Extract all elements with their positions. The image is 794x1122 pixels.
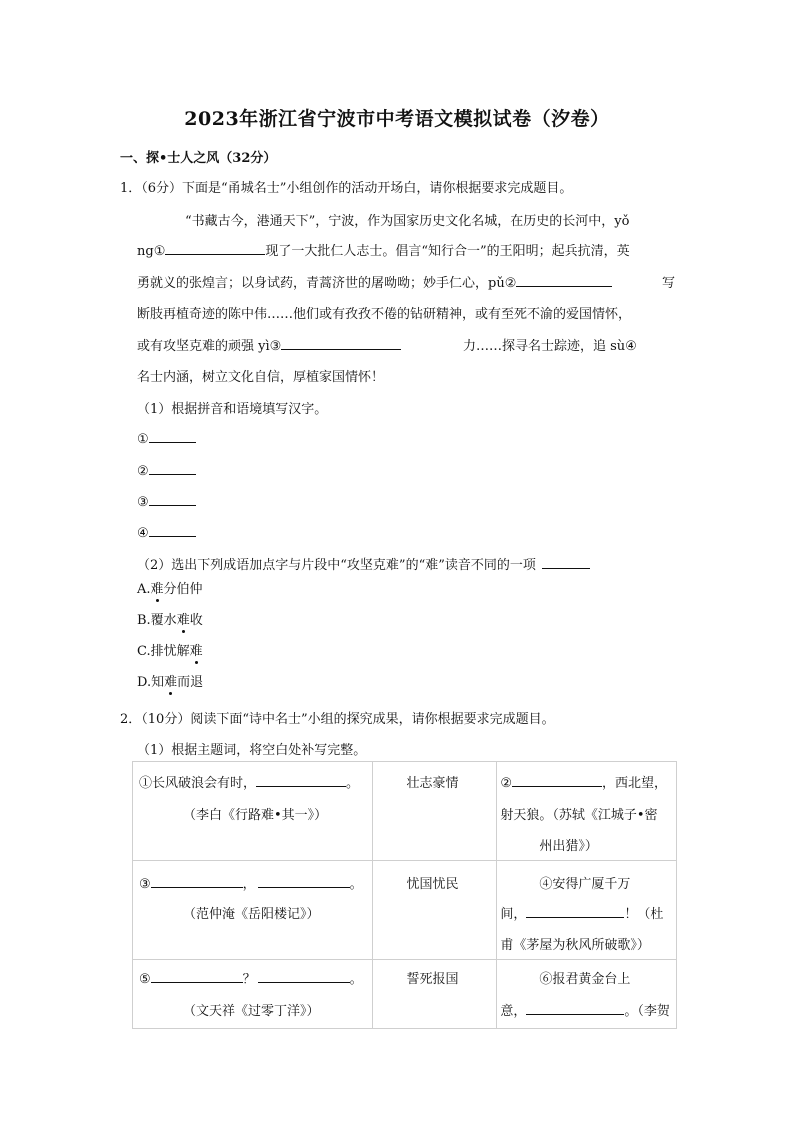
q2-intro: 2．（10分）阅读下面“诗中名士”小组的探究成果，请你根据要求完成题目。	[120, 712, 555, 727]
dotted-char: 难	[177, 609, 190, 628]
poem-source: （李白《行路难•其一》）	[183, 808, 328, 823]
blank-2-line[interactable]	[516, 273, 612, 287]
poem-source: 甫《茅屋为秋风所破歌》）	[500, 938, 650, 953]
q2-sub1: （1）根据主题词，将空白处补写完整。	[137, 743, 367, 758]
theme-word: 誓死报国	[406, 972, 459, 987]
table-row	[133, 861, 677, 960]
passage-text: 力……探寻名士踪迹，追 sù④	[463, 339, 637, 354]
poem-text: ③	[139, 877, 151, 892]
dotted-char: 难	[190, 640, 203, 659]
poem-text: 。（李贺	[624, 1004, 670, 1019]
section-heading: 一、探•士人之风（32分）	[120, 151, 277, 166]
table-row	[133, 960, 677, 1029]
answer-line[interactable]	[151, 874, 243, 888]
poem-cell	[133, 861, 372, 959]
dotted-char: 难	[151, 578, 164, 597]
option-text: 收	[189, 613, 203, 628]
passage-text: 勇就义的张煌言；以身试药，青蒿济世的屠呦呦；妙手仁心，pǔ②	[137, 276, 517, 291]
blank-number: ③	[137, 495, 149, 510]
answer-blank-4	[137, 523, 196, 541]
passage-line-2	[137, 240, 630, 259]
blank-number: ①	[137, 432, 149, 447]
poem-table	[132, 761, 677, 1029]
question-text: （2）选出下列成语加点字与片段中“攻坚克难”的“难”读音不同的一项	[137, 558, 536, 573]
theme-word: 壮志豪情	[406, 776, 459, 791]
answer-blank-1	[137, 429, 196, 447]
passage-line-4: 断肢再植奇迹的陈中伟……他们或有孜孜不倦的钻研精神，或有至死不渝的爱国情怀，	[137, 307, 632, 322]
page-title: 2023年浙江省宁波市中考语文模拟试卷（汐卷）	[184, 108, 610, 130]
poem-text: 间，	[500, 907, 527, 922]
option-b[interactable]	[137, 609, 203, 628]
option-d[interactable]	[137, 671, 203, 690]
poem-text: ⑥报君黄金台上	[539, 972, 631, 987]
blank-number: ②	[137, 464, 149, 479]
answer-line[interactable]	[256, 773, 346, 787]
q1-intro: 1．（6分）下面是“甬城名士”小组创作的活动开场白，请你根据要求完成题目。	[120, 181, 573, 196]
option-c[interactable]	[137, 640, 203, 659]
blank-3-line[interactable]	[281, 336, 401, 350]
answer-line[interactable]	[151, 969, 243, 983]
poem-text: 。	[349, 877, 363, 892]
poem-text: ④安得广厦千万	[539, 877, 631, 892]
poem-cell	[133, 762, 372, 860]
poem-text: ①长风破浪会有时，	[139, 776, 257, 791]
poem-text: ⑤	[139, 972, 151, 987]
q1-sub2	[137, 554, 590, 573]
poem-cell	[497, 960, 676, 1028]
passage-line-6: 名士内涵，树立文化自信，厚植家国情怀！	[137, 370, 385, 385]
answer-blank-3	[137, 492, 196, 510]
answer-line[interactable]	[258, 969, 350, 983]
poem-source: （范仲淹《岳阳楼记》）	[183, 907, 320, 922]
option-label: A.	[137, 582, 151, 597]
answer-line[interactable]	[526, 1001, 624, 1015]
q1-sub1: （1）根据拼音和语境填写汉字。	[137, 402, 328, 417]
poem-text: 。	[346, 776, 360, 791]
poem-text: ？	[242, 972, 256, 987]
poem-source: （文天祥《过零丁洋》）	[183, 1004, 320, 1019]
poem-cell	[133, 960, 372, 1028]
option-label: B.覆水	[137, 613, 177, 628]
answer-line[interactable]	[149, 461, 196, 475]
blank-1-line[interactable]	[165, 241, 265, 255]
poem-text: ！（杜	[624, 907, 664, 922]
theme-cell	[373, 960, 497, 1028]
poem-text: ，西北望，	[601, 776, 667, 791]
passage-text: ng①	[137, 244, 166, 259]
theme-word: 忧国忧民	[406, 877, 459, 892]
table-row	[133, 762, 677, 861]
poem-source: 州出猎》）	[539, 839, 598, 854]
poem-text: ②	[500, 776, 512, 791]
poem-text: 意，	[500, 1004, 527, 1019]
answer-line[interactable]	[512, 773, 602, 787]
passage-text: 现了一大批仁人志士。倡言“知行合一”的王阳明；起兵抗清，英	[265, 244, 630, 259]
option-label: C.排忧解	[137, 644, 190, 659]
answer-line[interactable]	[149, 492, 196, 506]
answer-blank-2	[137, 461, 196, 479]
answer-line[interactable]	[149, 523, 196, 537]
passage-text: 或有攻坚克难的顽强 yì③	[137, 339, 282, 354]
option-a[interactable]	[137, 578, 203, 597]
option-label: D.知	[137, 675, 165, 690]
passage-line-5	[137, 335, 401, 354]
blank-number: ④	[137, 526, 149, 541]
passage-line-1: “书藏古今，港通天下”，宁波，作为国家历史文化名城，在历史的长河中，yǒ	[185, 214, 630, 229]
answer-line[interactable]	[149, 429, 196, 443]
answer-line[interactable]	[526, 904, 624, 918]
answer-line[interactable]	[258, 874, 350, 888]
poem-text: 。	[349, 972, 363, 987]
answer-line[interactable]	[542, 555, 590, 569]
dotted-char: 难	[164, 671, 177, 690]
passage-line-3	[137, 272, 612, 291]
theme-cell	[373, 861, 497, 959]
passage-text: 写	[662, 276, 676, 291]
poem-cell	[497, 861, 676, 959]
poem-text: ，	[242, 877, 256, 892]
option-text: 分伯仲	[163, 582, 203, 597]
theme-cell	[373, 762, 497, 860]
option-text: 而退	[177, 675, 204, 690]
poem-cell	[497, 762, 676, 860]
poem-text: 射天狼。（苏轼《江城子•密	[500, 808, 658, 823]
